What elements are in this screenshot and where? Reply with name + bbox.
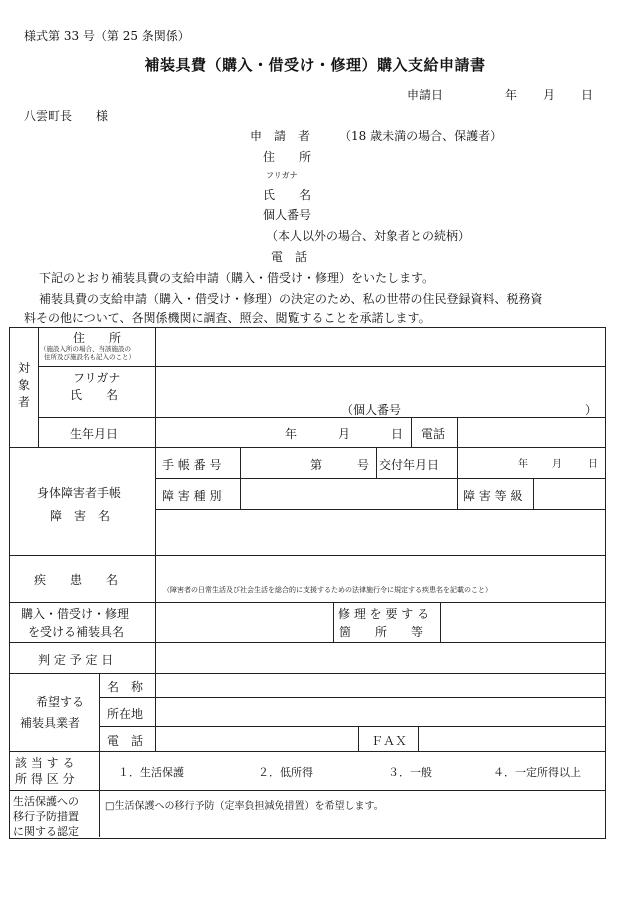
- subject-address-note-1: （施設入所の場合、当該施設の: [40, 345, 131, 353]
- vendor-label-1: 希望する: [36, 695, 85, 709]
- vendor-address-label: 所在地: [107, 707, 144, 721]
- vendor-fax-label: ＦＡＸ: [371, 734, 408, 748]
- applicant-label: 申 請 者: [250, 129, 311, 143]
- addressee: 八雲町長 様: [24, 109, 109, 123]
- statement-line-1: 下記のとおり補装具費の支給申請（購入・借受け・修理）をいたします。: [39, 271, 435, 285]
- vendor-phone-label: 電 話: [107, 734, 144, 748]
- applicant-furigana-label: フリガナ: [266, 171, 298, 180]
- applicant-phone-label: 電 話: [271, 250, 308, 264]
- subject-personal-no-label: （個人番号: [341, 403, 402, 417]
- issue-date-year: 年: [518, 459, 528, 470]
- handbook-number-suffix: 号: [357, 458, 370, 472]
- application-date-month: 月: [543, 88, 556, 102]
- dob-month: 月: [338, 427, 351, 441]
- repair-label-2: 箇 所 等: [339, 625, 424, 639]
- income-option-1[interactable]: １．生活保護: [118, 766, 184, 779]
- applicant-name-label: 氏 名: [263, 188, 312, 202]
- subject-address-note-2: 住所及び施設名も記入のこと）: [44, 353, 135, 361]
- income-label-1: 該 当 す る: [15, 756, 75, 770]
- issue-date-day: 日: [588, 459, 598, 470]
- income-option-2[interactable]: ２．低所得: [258, 766, 313, 779]
- vendor-label-2: 補装具業者: [20, 716, 81, 730]
- welfare-checkbox-option[interactable]: □生活保護への移行予防（定率負担減免措置）を希望します。: [105, 801, 384, 812]
- disability-name-label: 障 害 名: [50, 509, 111, 523]
- dob-label: 生年月日: [70, 427, 119, 441]
- subject-furigana-label: フリガナ: [73, 371, 121, 385]
- disease-label: 疾 患 名: [34, 573, 119, 587]
- issue-date-month: 月: [552, 459, 562, 470]
- income-label-2: 所 得 区 分: [15, 772, 75, 786]
- welfare-label-3: に関する認定: [13, 825, 79, 838]
- application-date-year: 年: [505, 88, 518, 102]
- dob-year: 年: [285, 427, 298, 441]
- subject-label: 対象者: [17, 361, 30, 409]
- subject-address-label: 住 所: [73, 331, 122, 345]
- disease-note: （障害者の日常生活及び社会生活を総合的に支援するための法律施行令に規定する疾患名を記載のこと）: [163, 586, 492, 594]
- applicant-personal-no-label: 個人番号: [263, 208, 312, 222]
- income-option-4[interactable]: ４．一定所得以上: [493, 766, 581, 779]
- form-number: 様式第 33 号（第 25 条関係）: [24, 29, 190, 43]
- applicant-relation-note: （本人以外の場合、対象者との続柄）: [266, 229, 471, 243]
- applicant-note: （18 歳未満の場合、保護者）: [339, 129, 503, 143]
- welfare-label-1: 生活保護への: [13, 795, 79, 808]
- device-label-2: を受ける補装具名: [28, 625, 125, 639]
- repair-label-1: 修 理 を 要 す る: [338, 607, 430, 621]
- subject-personal-no-close: ）: [585, 403, 598, 417]
- vendor-name-label: 名 称: [107, 680, 144, 694]
- applicant-address-label: 住 所: [263, 150, 312, 164]
- income-option-3[interactable]: ３．一般: [388, 766, 432, 779]
- device-label-1: 購入・借受け・修理: [21, 607, 130, 621]
- application-date-label: 申請日: [407, 88, 444, 102]
- page-title: 補装具費（購入・借受け・修理）購入支給申請書: [144, 56, 486, 74]
- subject-name-label: 氏 名: [70, 388, 119, 402]
- statement-line-3: 料その他について、各関係機関に調査、照会、閲覧することを承諾します。: [24, 311, 431, 325]
- handbook-number-prefix: 第: [310, 458, 323, 472]
- disability-grade-label: 障 害 等 級: [463, 489, 523, 503]
- disability-type-label: 障 害 種 別: [162, 489, 222, 503]
- statement-line-2: 補装具費の支給申請（購入・借受け・修理）の決定のため、私の世帯の住民登録資料、税務資: [39, 292, 543, 306]
- issue-date-label: 交付年月日: [379, 458, 440, 472]
- application-date-day: 日: [581, 88, 594, 102]
- dob-day: 日: [391, 427, 404, 441]
- handbook-label: 身体障害者手帳: [37, 486, 122, 500]
- judgment-date-label: 判 定 予 定 日: [38, 653, 114, 667]
- welfare-label-2: 移行予防措置: [13, 810, 79, 823]
- subject-phone-label: 電話: [421, 427, 446, 441]
- handbook-number-label: 手 帳 番 号: [162, 458, 222, 472]
